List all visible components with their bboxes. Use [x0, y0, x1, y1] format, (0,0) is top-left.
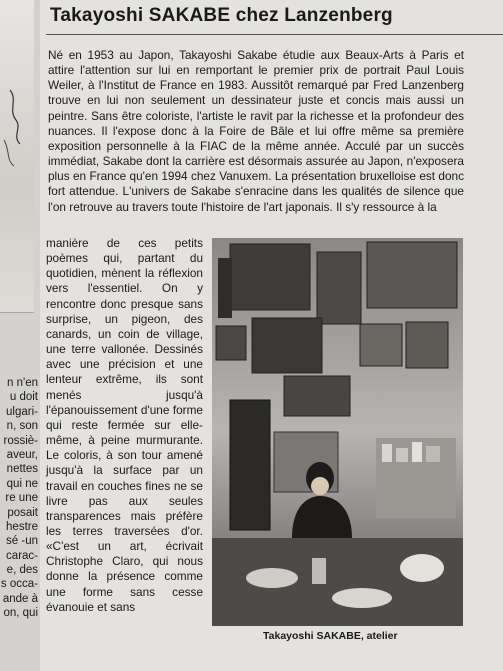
adjacent-text-line: ande à [2, 592, 38, 605]
article-paragraph-column: manière de ces petits poèmes qui, partant du quotidien, mènent la réflexion vers l'essentiel. On y rencontre donc presque sans surprise, un pigeon, des canards, un coin de village, une terre vallonée. Dessinés avec une précision et une lenteur extrême, ils sont menés jusqu'à l'épanouissement d'une forme qui reste fermée sur elle-même, à peine murmurante. Le coloris, à son tour amené jusqu'à la surface par un travail en couches fines ne se livre pas aux seules transparences mais préfère les terres traversées d'or. «C'est un art, écrivait Christophe Claro, qui nous donne la présence comme une forme sans cesse évanouie et sans [46, 236, 203, 614]
adjacent-text-line: posait [7, 506, 38, 519]
adjacent-text-line: aveur, [6, 448, 38, 461]
adjacent-text-line: e, des [6, 564, 38, 577]
adjacent-text-line: ulgari- [6, 405, 38, 418]
photo-caption: Takayoshi SAKABE, atelier [263, 630, 398, 642]
adjacent-text-line: carac- [6, 549, 38, 562]
adjacent-text-line: n n'en [7, 377, 38, 389]
adjacent-text-line: re une [5, 492, 38, 505]
article-paragraph-full-width: Né en 1953 au Japon, Takayoshi Sakabe étudie aux Beaux-Arts à Paris et attire l'attention sur lui en remportant le premier prix de portrait Paul Louis Weiler, à l'Institut de France en 1983. Aussitôt remarqué par Fred Lanzenberg trouve en lui non seulement un dessinateur juste et concis mais aussi un peintre. Sans être coloriste, l'artiste le ravit par la richesse et la profondeur des nuances. Il l'expose donc à la Foire de Bâle et lui offre même sa première exposition personnelle à la FIAC de la même année. Acculé par un succès immédiat, Sakabe dont la carrière est désormais assurée au Japon, n'exposera plus en France qu'en 1994 chez Vanuxem. La présentation bruxelloise est donc fort attendue. L'univers de Sakabe s'enracine dans les qualités de silence que l'on retrouve au travers toute l'histoire de l'art japonais. Il s'y ressource à la [48, 48, 464, 214]
adjacent-text-line: qui ne [6, 477, 38, 490]
adjacent-text-line: n, son [6, 420, 38, 433]
adjacent-text-line: on, qui [3, 607, 38, 620]
title-divider [46, 34, 503, 35]
adjacent-text-line: u doit [9, 391, 38, 404]
adjacent-article-text [0, 376, 38, 621]
adjacent-text-line: s occa- [0, 578, 38, 591]
adjacent-text-line: hestre [6, 520, 38, 533]
artist-studio-photo [212, 238, 463, 626]
adjacent-article-strip [0, 0, 41, 671]
adjacent-text-line: nettes [6, 463, 38, 476]
article-page [40, 0, 503, 671]
adjacent-sketch-image [0, 0, 34, 313]
article-title: Takayoshi SAKABE chez Lanzenberg [50, 5, 393, 26]
adjacent-text-line: sé -un [6, 535, 38, 548]
adjacent-text-line: rossiè- [3, 434, 38, 447]
